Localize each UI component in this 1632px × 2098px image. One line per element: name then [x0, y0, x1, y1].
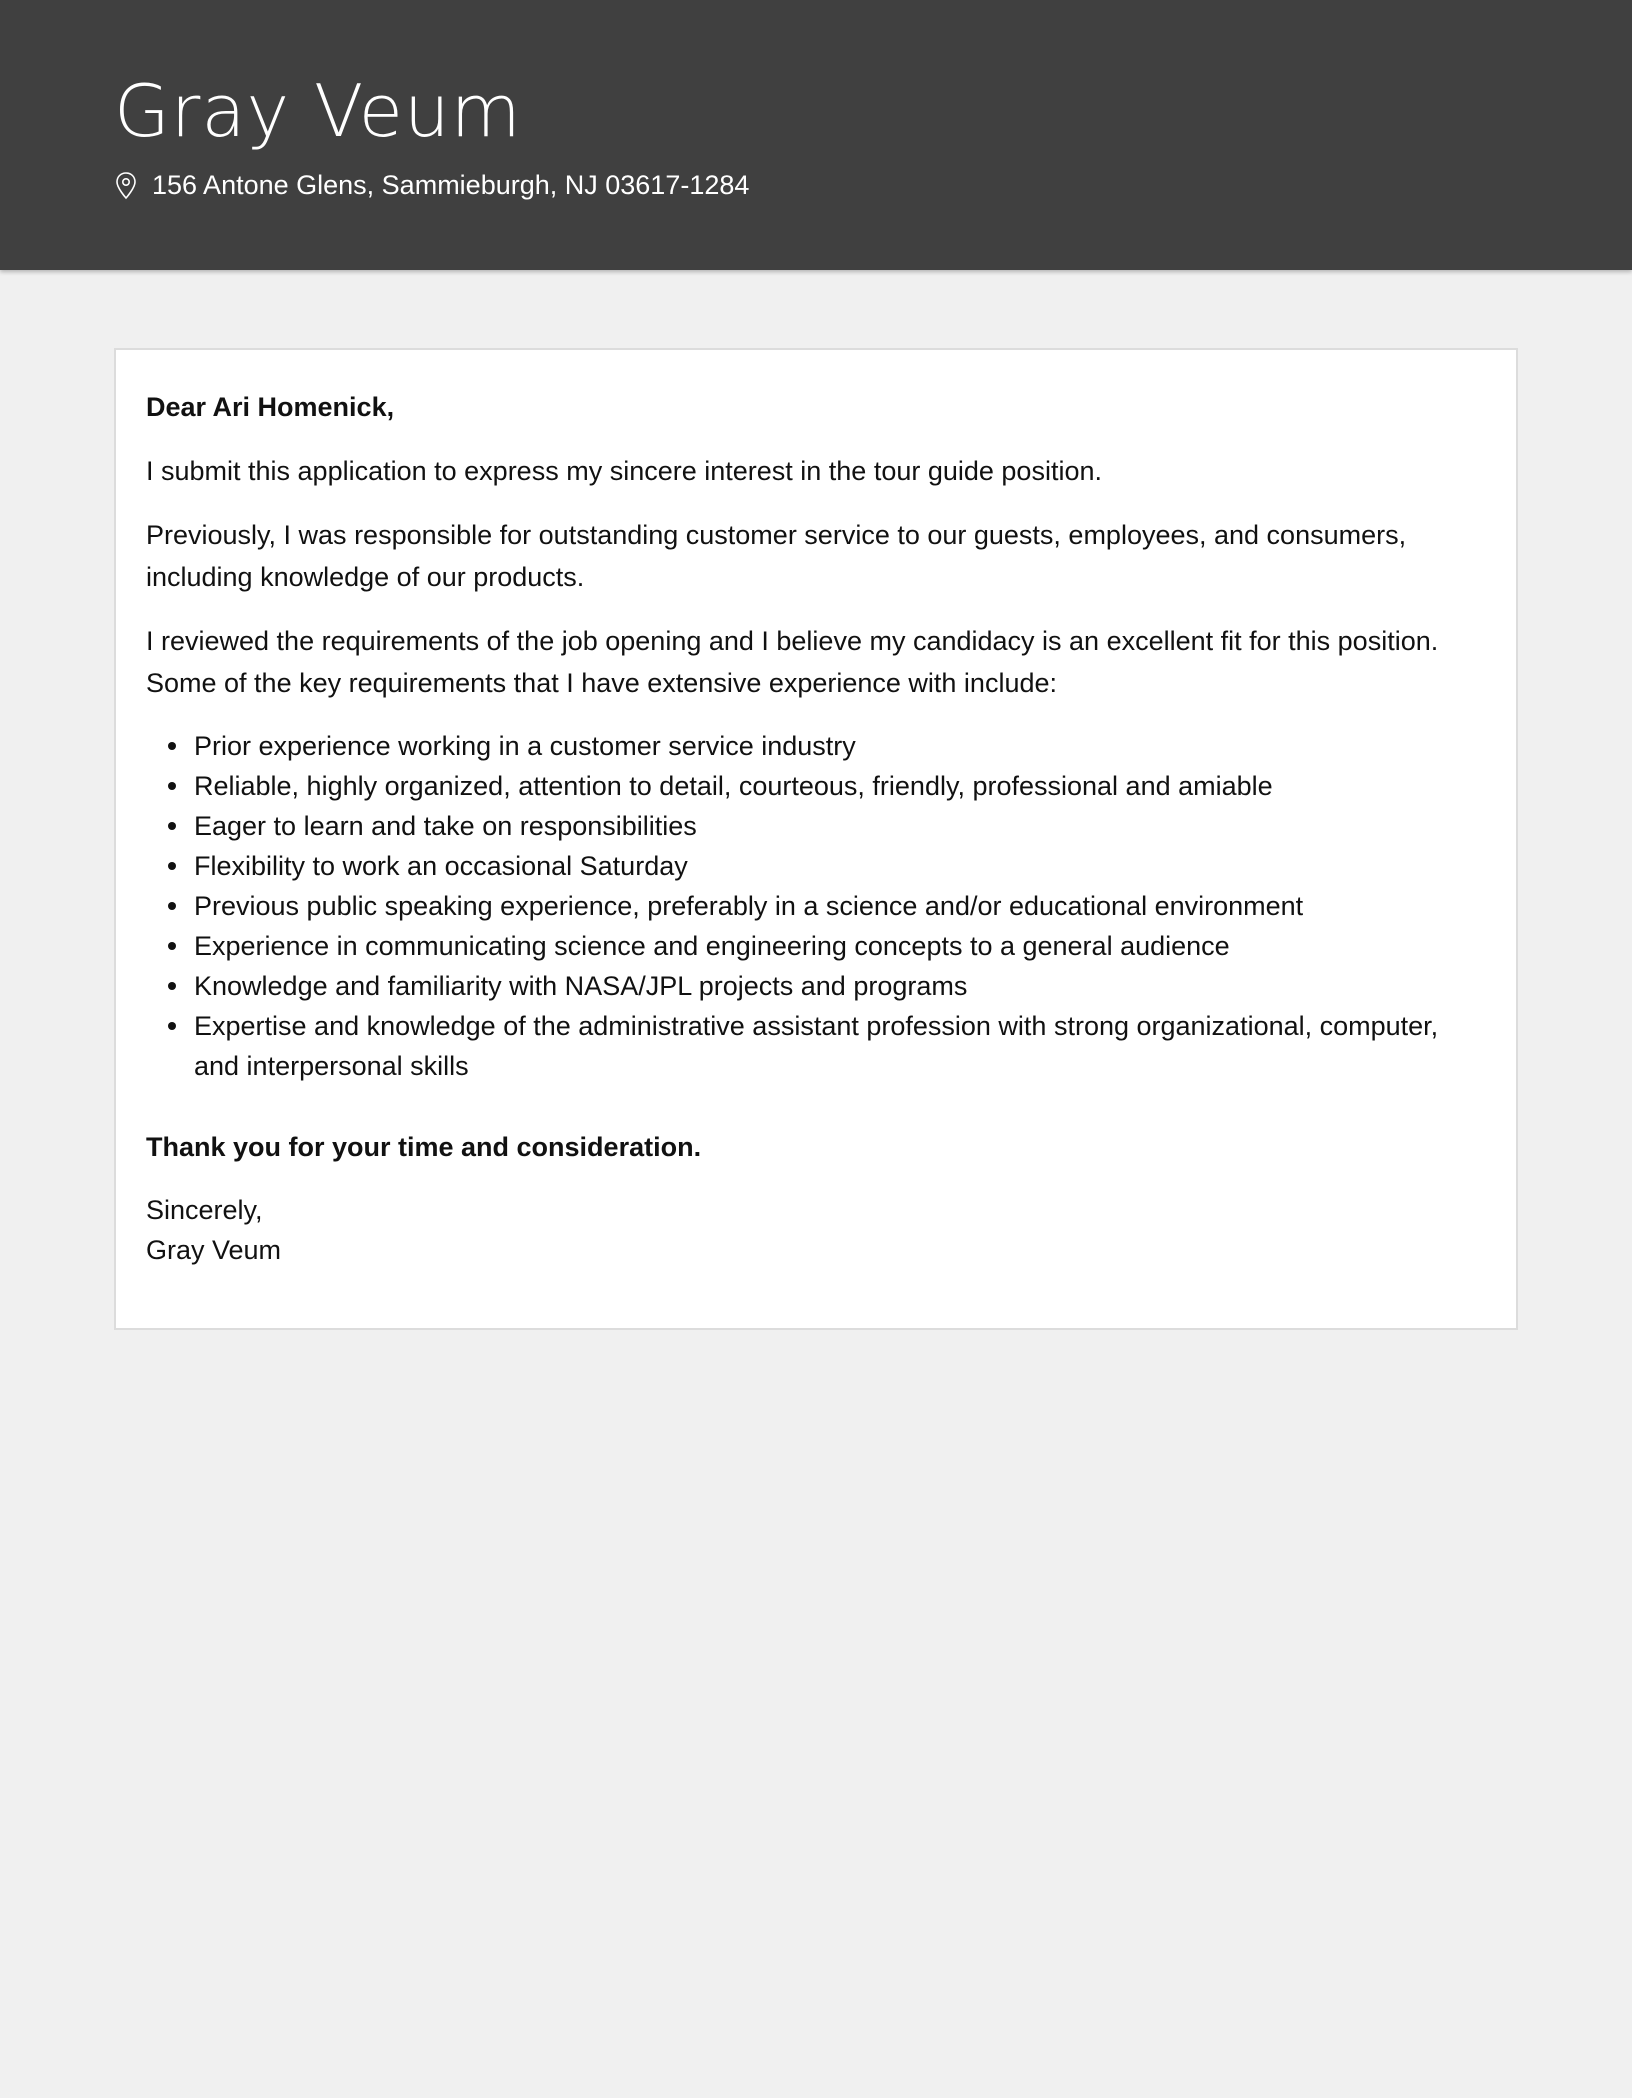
address-row [114, 170, 1632, 201]
list-item-text: Expertise and knowledge of the administrative assistant profession with strong organizational, computer, and interpersonal skills [194, 1011, 1439, 1081]
list-item [194, 806, 1486, 846]
list-item [194, 1006, 1486, 1086]
map-pin-icon [114, 171, 138, 201]
letter-paragraph-intro: I submit this application to express my sincere interest in the tour guide position. [146, 456, 1102, 486]
page-header [0, 0, 1632, 270]
bullet [168, 942, 176, 950]
list-item-text: Eager to learn and take on responsibilities [194, 811, 697, 841]
bullet [168, 782, 176, 790]
bullet [168, 1022, 176, 1030]
letter-greeting: Dear Ari Homenick, [146, 392, 395, 422]
list-item-text: Reliable, highly organized, attention to detail, courteous, friendly, professional and amiable [194, 771, 1273, 801]
list-item-text: Experience in communicating science and engineering concepts to a general audience [194, 931, 1230, 961]
bullet [168, 742, 176, 750]
letter-closing: Sincerely, [146, 1195, 263, 1225]
list-item [194, 926, 1486, 966]
list-item-text: Previous public speaking experience, preferably in a science and/or educational environment [194, 891, 1304, 921]
list-item-text: Knowledge and familiarity with NASA/JPL projects and programs [194, 971, 968, 1001]
list-item [194, 726, 1486, 766]
applicant-name: Gray Veum [114, 69, 522, 153]
requirements-list [146, 726, 1486, 1086]
letter-paragraph-requirements: I reviewed the requirements of the job opening and I believe my candidacy is an excellent fit for this position. Some of the key requirements that I have extensive experience with include: [146, 626, 1439, 698]
bullet [168, 902, 176, 910]
list-item [194, 886, 1486, 926]
bullet [168, 982, 176, 990]
letter-signature: Gray Veum [146, 1235, 282, 1265]
list-item-text: Flexibility to work an occasional Saturday [194, 851, 688, 881]
letter-paragraph-experience: Previously, I was responsible for outstanding customer service to our guests, employees, and consumers, including knowledge of our products. [146, 520, 1407, 592]
list-item [194, 766, 1486, 806]
address-text: 156 Antone Glens, Sammieburgh, NJ 03617-1284 [152, 170, 750, 200]
bullet [168, 862, 176, 870]
list-item [194, 846, 1486, 886]
list-item [194, 966, 1486, 1006]
letter-thanks: Thank you for your time and consideration. [146, 1132, 702, 1162]
bullet [168, 822, 176, 830]
cover-letter-card [114, 348, 1518, 1330]
list-item-text: Prior experience working in a customer service industry [194, 731, 856, 761]
